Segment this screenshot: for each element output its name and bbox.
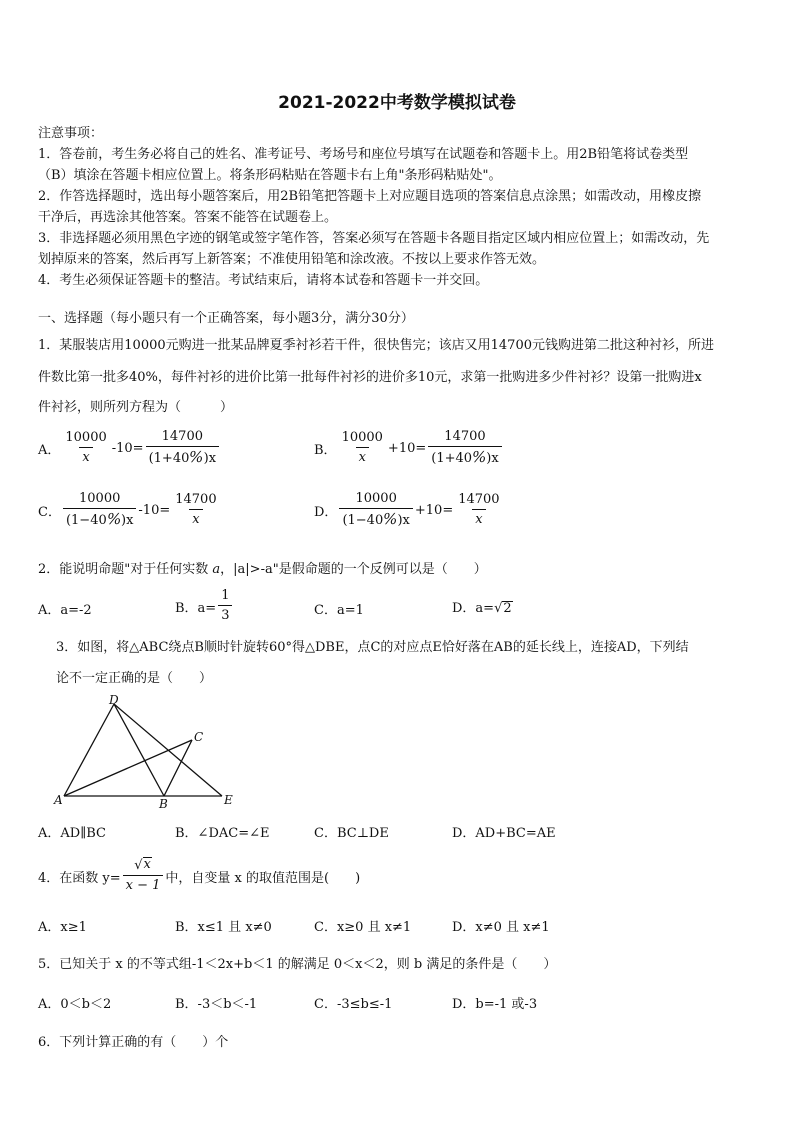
question-text: 6．下列计算正确的有（ ）个	[38, 1035, 229, 1050]
question-text: 1．某服装店用10000元购进一批某品牌夏季衬衫若干件，很快售完；该店又用14700元钱购进第二批这种衬衫，所进	[38, 338, 714, 353]
fraction: $\frac{14700}{x}$	[172, 491, 219, 530]
point-label-e: E	[224, 793, 233, 807]
option-c[interactable]: C．-3≤b≤-1	[314, 997, 393, 1012]
operator: +10=	[387, 440, 427, 456]
point-label-c: C	[194, 730, 204, 744]
fraction: $\frac{10000}{(1-40\%)x}$	[339, 490, 412, 531]
notice-line: 1．答卷前，考生务必将自己的姓名、准考证号、考场号和座位号填写在试题卷和答题卡上。用2B铅笔将试卷类型	[38, 147, 689, 162]
line-bc	[164, 740, 192, 796]
option-label: C．	[38, 504, 61, 520]
fraction: $\frac{14700}{x}$	[455, 491, 502, 530]
notice-line: 干净后，再选涂其他答案。答案不能答在试题卷上。	[38, 210, 338, 225]
question-text: 3．如图，将△ABC绕点B顺时针旋转60°得△DBE，点C的对应点E恰好落在AB的延长线上，连接AD，下列结	[56, 640, 689, 655]
fraction: √ x x − 1	[123, 857, 164, 896]
point-label-d: D	[109, 693, 119, 707]
option-a[interactable]: A．AD∥BC	[38, 826, 106, 841]
question-text: 件衬衫，则所列方程为（ ）	[38, 400, 234, 415]
notice-line: 3．非选择题必须用黑色字迹的钢笔或签字笔作答，答案必须写在答题卡各题目指定区域内相应位置上；如需改动，先	[38, 231, 710, 246]
page-title: 2021-2022中考数学模拟试卷	[278, 93, 516, 113]
question-text: 4．在函数 y= √ x x − 1 中，自变量 x 的取值范围是( )	[38, 856, 360, 896]
option-label: D．	[314, 504, 338, 520]
fraction: $\frac{10000}{(1-40\%)x}$	[63, 490, 136, 531]
sqrt-symbol: √ 2	[494, 601, 512, 616]
option-d[interactable]: D．AD+BC=AE	[452, 826, 556, 841]
fraction: $\frac{10000}{x}$	[62, 429, 109, 468]
notice-heading: 注意事项：	[38, 126, 104, 141]
point-label-b: B	[159, 797, 168, 811]
option-c[interactable]	[38, 490, 222, 530]
option-b[interactable]: B．-3＜b＜-1	[175, 997, 258, 1012]
operator: -10=	[111, 440, 144, 456]
option-a[interactable]	[38, 428, 221, 468]
question-text: 论不一定正确的是（ ）	[56, 671, 213, 686]
option-a[interactable]: A．a=-2	[38, 603, 92, 618]
option-d[interactable]	[314, 490, 505, 530]
notice-line: （B）填涂在答题卡相应位置上。将条形码粘贴在答题卡右上角"条形码粘贴处"。	[38, 168, 502, 183]
option-b[interactable]: B．x≤1 且 x≠0	[175, 920, 272, 935]
notice-line: 2．作答选择题时，选出每小题答案后，用2B铅笔把答题卡上对应题目选项的答案信息点涂黑；如需改动，用橡皮擦	[38, 189, 702, 204]
operator: +10=	[414, 502, 454, 518]
option-a[interactable]: A．0＜b＜2	[38, 997, 112, 1012]
fraction: $\frac{10000}{x}$	[339, 429, 386, 468]
option-label: A．	[38, 442, 61, 458]
notice-line: 划掉原来的答案，然后再写上新答案；不准使用铅笔和涂改液。不按以上要求作答无效。	[38, 252, 546, 267]
option-b[interactable]: B．∠DAC=∠E	[175, 826, 270, 841]
option-d[interactable]: D．a=√ 2	[452, 601, 512, 616]
option-c[interactable]: C．a=1	[314, 603, 364, 618]
operator: -10=	[138, 502, 171, 518]
fraction: $\frac{14700}{(1+40\%)x}$	[146, 428, 219, 469]
sqrt-symbol: √ x	[134, 856, 151, 873]
line-db	[114, 704, 164, 796]
option-c[interactable]: C．BC⊥DE	[314, 826, 389, 841]
fraction: $\frac{14700}{(1+40\%)x}$	[428, 428, 501, 469]
option-d[interactable]: D．x≠0 且 x≠1	[452, 920, 550, 935]
point-label-a: A	[54, 793, 63, 807]
fraction: $\frac{1}{3}$	[218, 587, 232, 626]
option-c[interactable]: C．x≥0 且 x≠1	[314, 920, 412, 935]
notice-line: 4．考生必须保证答题卡的整洁。考试结束后，请将本试卷和答题卡一并交回。	[38, 273, 489, 288]
option-b[interactable]: B．a= $\frac{1}{3}$	[175, 586, 234, 626]
option-label: B．	[314, 442, 337, 458]
section-heading: 一、选择题（每小题只有一个正确答案，每小题3分，满分30分）	[38, 311, 414, 326]
option-b[interactable]	[314, 428, 504, 468]
line-ad	[64, 704, 114, 796]
question-text: 件数比第一批多40%，每件衬衫的进价比第一批每件衬衫的进价多10元，求第一批购进多少件衬衫？设第一批购进x	[38, 370, 702, 385]
option-d[interactable]: D．b=-1 或-3	[452, 997, 538, 1012]
question-text: 5．已知关于 x 的不等式组-1＜2x+b＜1 的解满足 0＜x＜2，则 b 满足的条件是（ ）	[38, 957, 557, 972]
geometry-figure	[52, 692, 242, 812]
question-text: 2．能说明命题"对于任何实数 a，|a|>-a"是假命题的一个反例可以是（ ）	[38, 562, 487, 577]
option-a[interactable]: A．x≥1	[38, 920, 87, 935]
line-ac	[64, 740, 192, 796]
